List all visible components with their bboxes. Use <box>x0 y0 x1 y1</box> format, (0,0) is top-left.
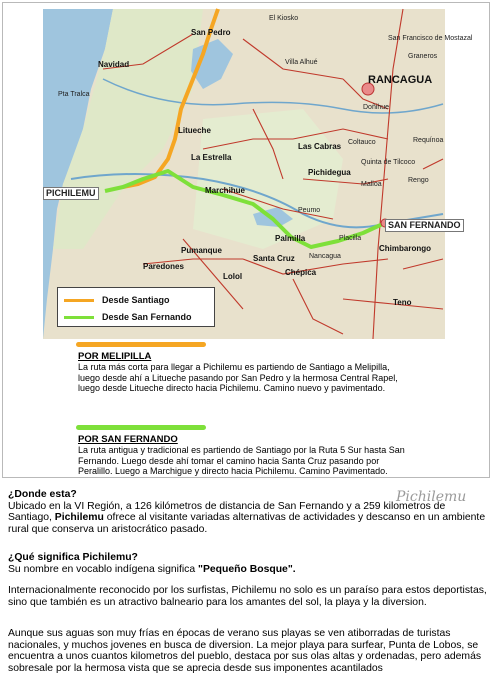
legend-sanfernando-label: Desde San Fernando <box>102 312 192 322</box>
place-label-marchihue: Marchihue <box>205 186 246 195</box>
place-label-el-kiosko: El Kiosko <box>269 15 299 22</box>
paragraph-beaches: Aunque sus aguas son muy frías en épocas de verano sus playas se ven atiborradas de turistas nacionales, y muchos jovenes en busca de diversion. La mejor playa para surfear, Punta de Lobos, se encuentra a unos cuantos kilometros del pueblo, destaca por sus olas altas y ordenadas, pero además sobresale por la hermosa vista que se aprecia desde sus imponentes acantilados <box>8 628 482 674</box>
meaning-answer-word: "Pequeño Bosque". <box>198 563 296 575</box>
place-label-palmilla: Palmilla <box>275 234 306 243</box>
meaning-section <box>8 552 492 575</box>
place-label-graneros: Graneros <box>408 53 438 60</box>
paragraph-surfers: Internacionalmente reconocido por los surfistas, Pichilemu no solo es un paraíso para estos deportistas, sino que también es un atractivo balneario para los amantes del sol, la playa y la diversion. <box>8 585 487 608</box>
place-label-malloa: Malloa <box>361 181 382 188</box>
place-label-santa-cruz: Santa Cruz <box>253 254 295 263</box>
where-answer-part2: ofrece al visitante variadas alternativas de actividades y descanso en un ambiente rural que conserva un aristocrático pasado. <box>8 512 486 535</box>
meaning-answer <box>8 564 492 576</box>
place-label-nancagua: Nancagua <box>309 253 341 260</box>
place-label-la-estrella: La Estrella <box>191 153 232 162</box>
place-label-las-cabras: Las Cabras <box>298 142 342 151</box>
place-label-peumo: Peumo <box>298 207 321 214</box>
meaning-answer-part1: Su nombre en vocablo indígena significa <box>8 563 199 575</box>
where-section <box>8 489 492 535</box>
sanfernando-divider <box>76 425 206 430</box>
place-label-teno: Teno <box>393 298 412 307</box>
place-label-san-francisco-de-mostazal: San Francisco de Mostazal <box>388 35 473 42</box>
map-panel <box>2 2 490 478</box>
route-melipilla-text: La ruta más corta para llegar a Pichilemu es partiendo de Santiago a Melipilla, luego desde ahí a Litueche pasando por San Pedro y la hermosa Central Rapel, luego desde Litueche directo hacia Pichilemu. Camino nuevo y pavimentado. <box>78 362 398 394</box>
place-label-villa-alhu-: Villa Alhué <box>285 59 318 66</box>
place-label-quinta-de-tilcoco: Quinta de Tilcoco <box>361 159 416 166</box>
place-label-san-fernando: SAN FERNANDO <box>385 219 464 232</box>
place-label-requ-noa: Requínoa <box>413 137 444 144</box>
place-label-chimbarongo: Chimbarongo <box>379 244 431 253</box>
map-legend <box>57 287 215 327</box>
route-melipilla-title: POR MELIPILLA <box>78 351 152 362</box>
route-sanfernando-text: La ruta antigua y tradicional es partiendo de Santiago por la Ruta 5 Sur hasta San Fernando. Luego desde ahí tomar el camino hacia Santa Cruz pasando por Peralillo. Luego a Marchigue y directo hacia Pichilemu. Camino Pavimentado. <box>78 445 405 477</box>
place-label-pichidegua: Pichidegua <box>308 168 351 177</box>
place-label-coltauco: Coltauco <box>348 139 376 146</box>
place-label-litueche: Litueche <box>178 126 211 135</box>
route-sanfernando-title: POR SAN FERNANDO <box>78 434 178 445</box>
where-question: ¿Donde esta? <box>8 489 77 500</box>
place-label-rancagua: RANCAGUA <box>368 74 433 86</box>
place-label-lolol: Lolol <box>223 272 243 281</box>
where-answer <box>8 501 492 536</box>
place-label-paredones: Paredones <box>143 262 184 271</box>
legend-sanfernando <box>64 309 192 325</box>
legend-sanfernando-swatch <box>64 316 94 319</box>
legend-santiago-swatch <box>64 299 94 302</box>
place-label-rengo: Rengo <box>408 177 429 184</box>
route-map <box>43 9 473 339</box>
place-label-pichilemu: PICHILEMU <box>43 187 99 200</box>
legend-santiago-label: Desde Santiago <box>102 295 170 305</box>
place-label-do-ihue: Doñihue <box>363 104 390 111</box>
meaning-question: ¿Qué significa Pichilemu? <box>8 552 138 563</box>
place-label-ch-pica: Chépica <box>285 268 317 277</box>
place-label-navidad: Navidad <box>98 60 130 69</box>
melipilla-divider <box>76 342 206 347</box>
pichilemu-watermark: Pichilemu <box>396 489 467 505</box>
where-answer-part1: Ubicado en la VI Región, a 126 kilómetros de distancia de San Fernando y a 259 kilometros de Santiago, <box>8 500 446 524</box>
place-label-pumanque: Pumanque <box>181 246 222 255</box>
where-answer-name: Pichilemu <box>54 512 104 524</box>
place-label-san-pedro: San Pedro <box>191 28 231 37</box>
legend-santiago <box>64 292 170 308</box>
place-label-placilla: Placilla <box>339 235 362 242</box>
place-label-pta-tralca: Pta Tralca <box>58 91 90 98</box>
